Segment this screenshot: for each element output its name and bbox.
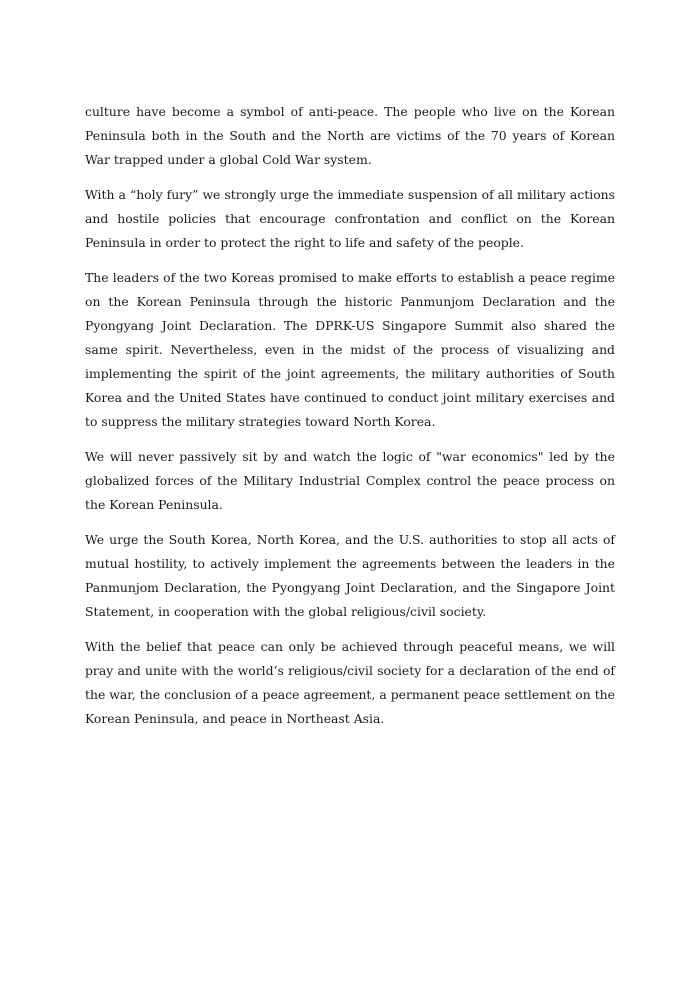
document-page xyxy=(85,100,615,742)
paragraph-1: culture have become a symbol of anti-peace. The people who live on the Korean Peninsula both in the South and the North are victims of the 70 years of Korean War trapped under a global Cold War system. xyxy=(85,104,615,167)
paragraph-6: With the belief that peace can only be achieved through peaceful means, we will pray and unite with the world’s religious/civil society for a declaration of the end of the war, the conclusion of a peace agreement, a permanent peace settlement on the Korean Peninsula, and peace in Northeast Asia. xyxy=(85,639,615,726)
paragraph-4: We will never passively sit by and watch the logic of "war economics" led by the globalized forces of the Military Industrial Complex control the peace process on the Korean Peninsula. xyxy=(85,449,615,512)
paragraph-5: We urge the South Korea, North Korea, and the U.S. authorities to stop all acts of mutual hostility, to actively implement the agreements between the leaders in the Panmunjom Declaration, the Pyongyang Joint Declaration, and the Singapore Joint Statement, in cooperation with the global religious/civil society. xyxy=(85,532,615,619)
paragraph-2: With a “holy fury” we strongly urge the immediate suspension of all military actions and hostile policies that encourage confrontation and conflict on the Korean Peninsula in order to protect the right to life and safety of the people. xyxy=(85,187,615,250)
paragraph-3: The leaders of the two Koreas promised to make efforts to establish a peace regime on the Korean Peninsula through the historic Panmunjom Declaration and the Pyongyang Joint Declaration. The DPRK-US Singapore Summit also shared the same spirit. Nevertheless, even in the midst of the process of visualizing and implementing the spirit of the joint agreements, the military authorities of South Korea and the United States have continued to conduct joint military exercises and to suppress the military strategies toward North Korea. xyxy=(85,270,615,429)
